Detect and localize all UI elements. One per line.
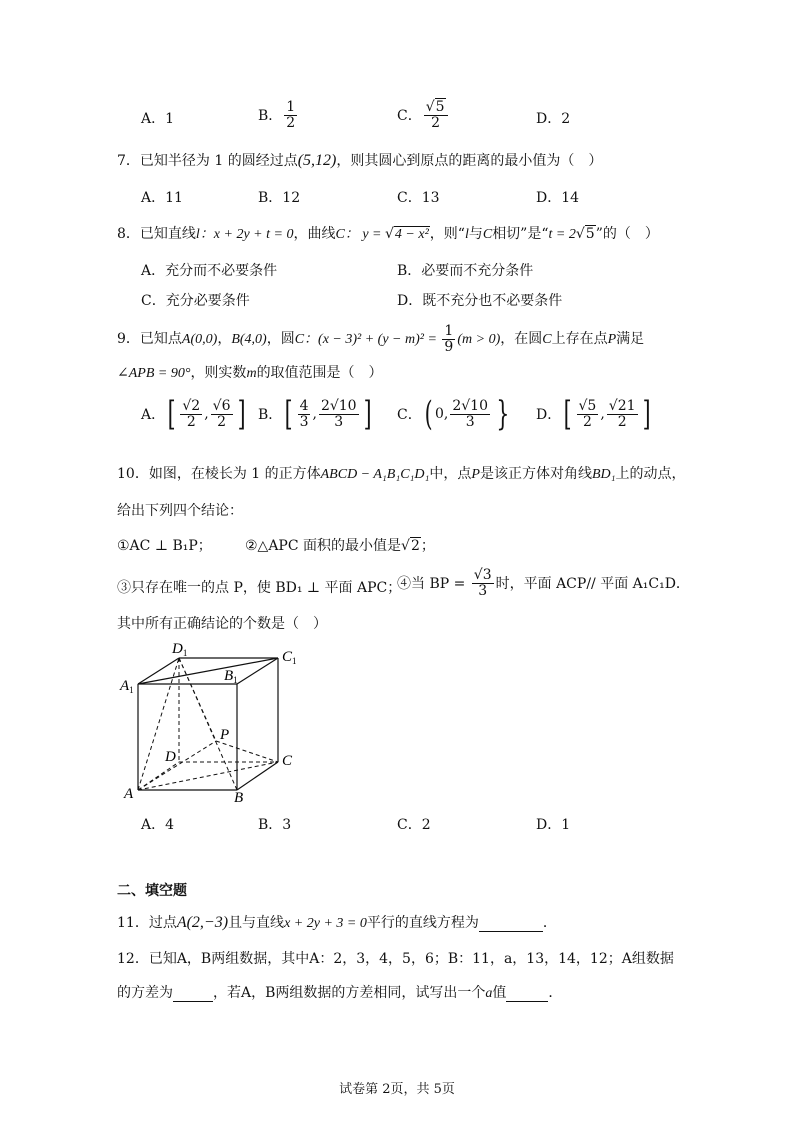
q10-stem-line2: 给出下列四个结论： — [117, 503, 243, 519]
q12-text-mid: ，若A，B两组数据的方差相同，试写出一个 — [213, 985, 486, 1001]
q9-option-a-label: A． — [141, 407, 166, 423]
q9-line2-post: 的取值范围是（ ） — [256, 365, 383, 381]
q8-curve-name: C — [335, 227, 345, 242]
q9-m: m — [246, 366, 257, 381]
q7-option-c: C．13 — [397, 190, 440, 206]
q9-stem-line1 — [117, 322, 644, 357]
q9-option-b: B．[ $\frac{4}{3}$ , $\frac{2√10}{3}$ ] — [258, 394, 372, 434]
q9-option-c-label: C． — [397, 407, 422, 423]
q10-text-end: 上的动点， — [615, 466, 686, 482]
q9-point-b: B(4,0) — [231, 332, 267, 347]
cube-figure — [110, 638, 310, 808]
q7-option-a: A．11 — [141, 190, 183, 206]
q9-post3: 满足 — [616, 331, 645, 347]
q11-stem — [117, 912, 557, 932]
q8-text-mid: ，曲线 — [293, 226, 336, 242]
q11-text-pre: 11．过点 — [117, 915, 177, 931]
section-title-fill-in: 二、填空题 — [117, 883, 187, 899]
q8-option-a: A．充分而不必要条件 — [141, 263, 278, 279]
q8-cond-l: l — [464, 227, 469, 242]
q8-cond-t: t = 2 — [548, 227, 576, 242]
q10-p: P — [471, 467, 480, 482]
q9-option-b-label: B． — [258, 407, 283, 423]
q11-answer-blank[interactable] — [479, 917, 543, 932]
q11-point: A(2,−3) — [176, 914, 229, 931]
q8-cond-radicand: 5 — [585, 226, 595, 242]
q6-option-b — [258, 100, 299, 130]
q9-point-a: A(0,0) — [181, 332, 218, 347]
q10-option-c: C．2 — [397, 817, 431, 833]
q12-text-pre: 的方差为 — [117, 985, 173, 1001]
q9-text-pre: 9．已知点 — [117, 331, 182, 347]
q11-text-end: ． — [542, 915, 557, 931]
label-B1: $B_1$ — [224, 668, 238, 685]
q10-text-mid: 中，点 — [429, 466, 472, 482]
label-P: P — [220, 727, 230, 743]
q10-conclusion-4 — [397, 568, 690, 598]
q12-a: a — [485, 986, 493, 1001]
q7-point: (5,12) — [297, 152, 337, 169]
page-footer: 试卷第 2页，共 5页 — [339, 1082, 455, 1097]
q10-option-d: D．1 — [536, 817, 571, 833]
label-D1: $D_1$ — [172, 641, 188, 658]
q12-stem-line2 — [117, 982, 562, 1002]
q9-post-p: P — [607, 332, 617, 347]
q9-circle-pre: ，圆 — [266, 331, 295, 347]
q7-option-b: B．12 — [258, 190, 301, 206]
q8-text-pre: 8．已知直线 — [117, 226, 196, 242]
q10-c2-radicand: 2 — [410, 538, 420, 554]
q9-circle-name: C — [294, 332, 305, 347]
q12-stem-line1: 12．已知A，B两组数据，其中A：2，3，4，5，6；B：11，a，13，14，12；A组数据 — [117, 951, 674, 967]
q10-option-a: A．4 — [141, 817, 175, 833]
q10-conclusion-2: ②△APC 面积的最小值是√2； — [245, 538, 435, 554]
q10-stem-line1 — [117, 463, 686, 483]
q6-option-a: A．1 — [141, 111, 175, 127]
q9-angle: ∠APB = 90° — [117, 366, 191, 381]
q8-cond-pre: ，则“ — [429, 226, 465, 242]
q9-line2-text: ，则实数 — [190, 365, 247, 381]
q8-cond-post: ”的（ ） — [595, 226, 659, 242]
seg-AP — [138, 741, 216, 790]
q9-circle-fraction: $\frac{1}{9}$ — [444, 322, 454, 355]
q10-c2-post: ； — [420, 538, 435, 554]
q9-post: ，在圆 — [500, 331, 543, 347]
q8-option-c: C．充分必要条件 — [141, 293, 250, 309]
q7-text-pre: 7．已知半径为 1 的圆经过点 — [117, 153, 298, 169]
q7-option-d: D．14 — [536, 190, 580, 206]
label-C: C — [282, 753, 293, 769]
q9-sep: ， — [217, 331, 232, 347]
q9-option-d-label: D． — [536, 407, 562, 423]
q9-option-a: A．[ $\frac{√2}{2}$ , $\frac{√6}{2}$ ] — [141, 394, 246, 434]
q12-a-value-blank[interactable] — [506, 987, 548, 1002]
q6-option-d: D．2 — [536, 111, 571, 127]
q8-cond-tangent: 相切”是“ — [492, 226, 549, 242]
q6-option-c-label: C． — [397, 108, 422, 125]
q10-text-post: 是该正方体对角线 — [479, 466, 592, 482]
q11-text-mid: 且与直线 — [228, 915, 285, 931]
q8-option-d: D．既不充分也不必要条件 — [397, 293, 563, 309]
q9-circle-cond: (m > 0) — [457, 332, 501, 347]
q8-line-name: l — [195, 227, 200, 242]
q8-line-eq: ：x + 2y + t = 0 — [199, 227, 294, 242]
q9-post2: 上存在点 — [551, 331, 608, 347]
q10-text-pre: 10．如图，在棱长为 1 的正方体 — [117, 466, 321, 482]
q10-c2-pre: ②△APC 面积的最小值是 — [245, 538, 402, 554]
label-B: B — [234, 790, 244, 806]
q10-conclusion-1: ①AC ⊥ B₁P； — [117, 538, 212, 554]
label-A: A — [124, 786, 134, 802]
q6-option-b-fraction: $\frac{1}{2}$ — [286, 99, 296, 131]
label-C1: $C_1$ — [282, 649, 297, 666]
q6-option-c-fraction: $\frac{√5}{2}$ — [424, 100, 448, 130]
q8-stem: 8．已知直线l：x + 2y + t = 0，曲线C： y = √4 − x²，则“l与C相切”是“t = 2√5”的（ ） — [117, 226, 659, 242]
q10-c4-pre: ④当 BP = — [397, 576, 470, 593]
q10-c4-post: 时，平面 ACP// 平面 A₁C₁D． — [495, 576, 690, 593]
q12-text-post: 值 — [492, 985, 507, 1001]
q8-curve-radicand: 4 − x² — [394, 227, 429, 242]
q9-option-c: C．( 0, $\frac{2√10}{3}$ } — [397, 394, 510, 434]
q10-c4-fraction: $\frac{√3}{3}$ — [473, 567, 492, 599]
q6-option-c — [397, 100, 450, 130]
q12-text-end: ． — [548, 985, 563, 1001]
q11-equation: x + 2y + 3 = 0 — [284, 916, 367, 931]
seg-PC — [216, 741, 278, 762]
q10-bd1: BD₁ — [591, 467, 616, 482]
q10-question-line: 其中所有正确结论的个数是（ ） — [117, 616, 327, 632]
q10-option-b: B．3 — [258, 817, 292, 833]
q6-option-b-label: B． — [258, 108, 283, 125]
q12-variance-blank[interactable] — [173, 987, 213, 1002]
q9-post-c: C — [542, 332, 552, 347]
q8-option-b: B．必要而不充分条件 — [397, 263, 534, 279]
q10-conclusion-3: ③只存在唯一的点 P，使 BD₁ ⊥ 平面 APC； — [117, 580, 402, 596]
label-D: D — [165, 749, 176, 765]
q8-cond-c: C — [482, 227, 493, 242]
q8-curve-eq: ： y = — [344, 227, 385, 242]
q7-text-post: ，则其圆心到原点的距离的最小值为（ ） — [336, 153, 603, 169]
q9-stem-line2 — [117, 362, 383, 382]
q9-circle-eq: ：(x − 3)² + (y − m)² = — [304, 332, 441, 347]
q7-stem — [117, 150, 602, 170]
label-A1: $A_1$ — [120, 678, 134, 695]
q8-cond-mid: 与 — [468, 226, 483, 242]
q9-option-d: D．[ $\frac{√5}{2}$ , $\frac{√21}{2}$ ] — [536, 394, 651, 434]
q10-cube: ABCD − A₁B₁C₁D₁ — [320, 467, 430, 482]
q11-text-post: 平行的直线方程为 — [366, 915, 479, 931]
